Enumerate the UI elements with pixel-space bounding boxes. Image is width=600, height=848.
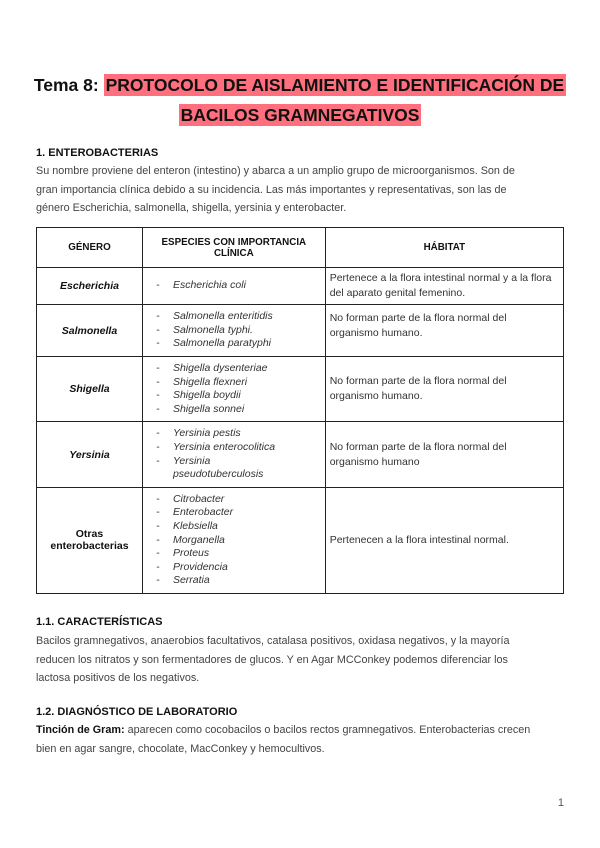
page-title — [0, 70, 600, 130]
habitat-cell: Pertenece a la flora intestinal normal y a la flora del aparato genital femenino. — [325, 268, 563, 305]
paragraph-line: bien en agar sangre, chocolate, MacConkey y hemocultivos. — [36, 742, 325, 755]
header-species: ESPECIES CON IMPORTANCIA CLÍNICA — [142, 228, 325, 268]
species-name: Salmonella typhi. — [172, 323, 253, 336]
species-name: Shigella flexneri — [172, 375, 248, 388]
species-name: Salmonella enteritidis — [172, 310, 273, 323]
table-row — [37, 487, 564, 593]
species-name: Shigella sonnei — [172, 402, 245, 415]
species-name: Enterobacter — [172, 506, 234, 519]
section-1-paragraph — [36, 162, 566, 218]
species-name: Yersinia pseudotuberculosis — [172, 454, 264, 481]
paragraph-line: Su nombre proviene del enteron (intestino) y abarca a un amplio grupo de microorganismos. Son de — [36, 165, 515, 177]
section-1-1-paragraph — [36, 632, 566, 688]
table-row — [37, 268, 564, 305]
species-name: Klebsiella — [172, 519, 218, 532]
paragraph-line: lactosa positivos de los negativos. — [36, 672, 200, 684]
species-name: Serratia — [172, 574, 210, 587]
species-name: Shigella boydii — [172, 389, 241, 402]
species-name: Yersinia pestis — [172, 427, 241, 440]
genus-cell: Otras enterobacterias — [37, 487, 143, 593]
paragraph-text: aparecen como cocobacilos o bacilos rectos gramnegativos. Enterobacterias crecen — [124, 724, 531, 736]
table-header-row — [37, 228, 564, 268]
section-1-2-heading: 1.2. DIAGNÓSTICO DE LABORATORIO — [36, 706, 238, 718]
page-number: 1 — [557, 797, 564, 809]
section-1-2-paragraph — [36, 721, 566, 758]
enterobacteria-table — [36, 227, 564, 594]
paragraph-line: Bacilos gramnegativos, anaerobios facultativos, catalasa positivos, oxidasa negativos, y la mayoría — [36, 635, 510, 647]
species-name: Providencia — [172, 560, 228, 573]
title-highlight-line2: BACILOS GRAMNEGATIVOS — [180, 105, 420, 125]
species-name: Citrobacter — [172, 492, 225, 505]
species-name: Shigella dysenteriae — [172, 362, 268, 374]
header-genus: GÉNERO — [37, 228, 143, 268]
header-habitat: HÁBITAT — [325, 228, 563, 268]
title-prefix: Tema 8: — [33, 75, 99, 95]
species-name: Salmonella paratyphi — [172, 337, 272, 350]
habitat-cell: Pertenecen a la flora intestinal normal. — [325, 487, 563, 593]
table-row — [37, 305, 564, 357]
paragraph-line: género Escherichia, salmonella, shigella, yersinia y enterobacter. — [36, 202, 347, 214]
species-cell: - Yersinia pestis - Yersinia enterocolitica - Yersinia pseudotuberculosis — [142, 422, 325, 487]
genus-cell: Escherichia — [37, 268, 143, 305]
species-cell: - Escherichia coli — [142, 268, 325, 305]
genus-cell: Salmonella — [37, 305, 143, 357]
species-name: Proteus — [172, 547, 210, 560]
table-row — [37, 357, 564, 422]
habitat-cell: No forman parte de la flora normal del organismo humano. — [325, 357, 563, 422]
section-1-heading: 1. ENTEROBACTERIAS — [36, 147, 159, 159]
species-name: Yersinia enterocolitica — [172, 440, 276, 453]
habitat-cell: No forman parte de la flora normal del organismo humano — [325, 422, 563, 487]
paragraph-line: reducen los nitratos y son fermentadores de glucos. Y en Agar MCConkey podemos diferenciar los — [36, 653, 508, 666]
paragraph-line: gran importancia clínica debido a su incidencia. Las más importantes y representativas, son las de — [36, 183, 507, 196]
species-cell: - Citrobacter - Enterobacter - Klebsiella - Morganella - Proteus - Providencia - Serratia — [142, 487, 325, 593]
species-name: Escherichia coli — [172, 279, 246, 292]
title-highlight-line1: PROTOCOLO DE AISLAMIENTO E IDENTIFICACIÓN DE — [105, 75, 565, 95]
section-1-1-heading: 1.1. CARACTERÍSTICAS — [36, 616, 163, 628]
habitat-cell: No forman parte de la flora normal del organismo humano. — [325, 305, 563, 357]
species-name: Morganella — [172, 533, 225, 546]
table-row — [37, 422, 564, 487]
genus-cell: Shigella — [37, 357, 143, 422]
species-cell: - Salmonella enteritidis - Salmonella typhi. - Salmonella paratyphi — [142, 305, 325, 357]
genus-cell: Yersinia — [37, 422, 143, 487]
gram-stain-label: Tinción de Gram: — [36, 724, 125, 736]
species-cell: - Shigella dysenteriae - Shigella flexneri - Shigella boydii - Shigella sonnei — [142, 357, 325, 422]
